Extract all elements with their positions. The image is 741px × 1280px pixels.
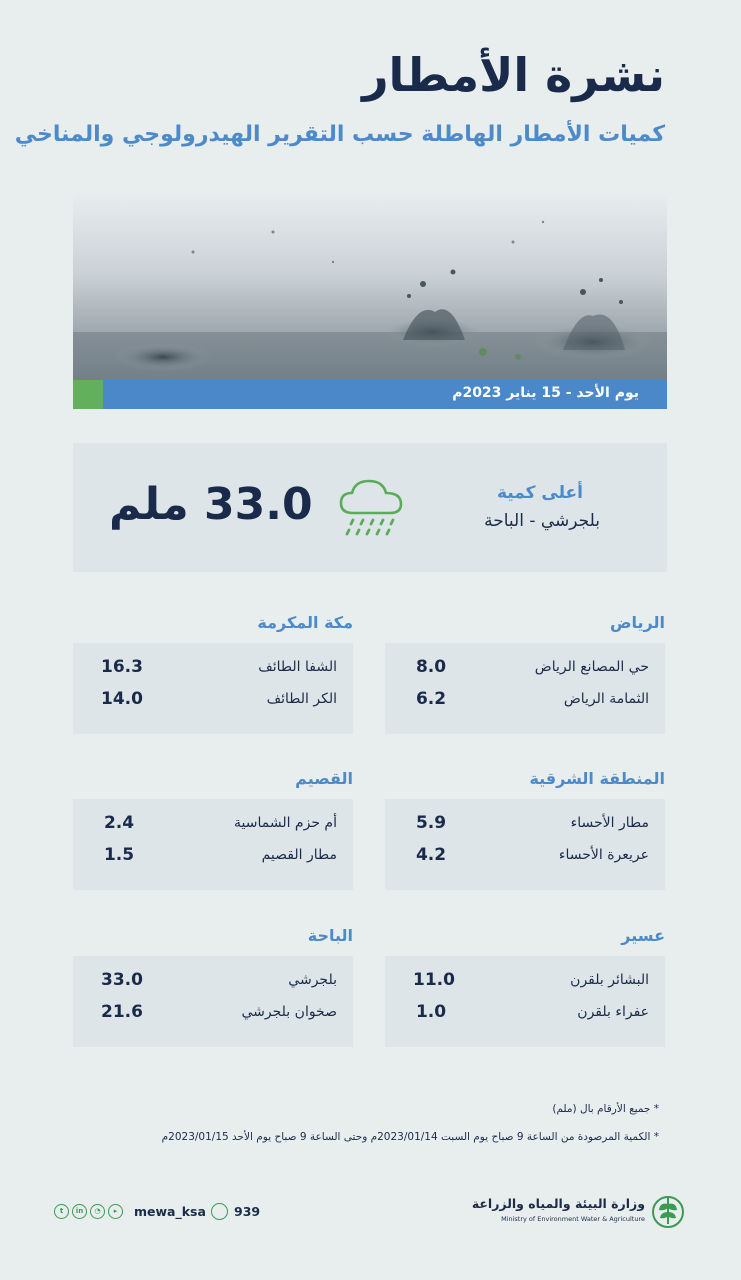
date-bar — [73, 380, 667, 409]
table-row — [73, 970, 353, 996]
note-units: * جميع الأرقام بال (ملم) — [552, 1103, 659, 1115]
station-name: الشفا الطائف — [258, 659, 337, 675]
rain-cloud-icon — [335, 473, 407, 543]
region-table — [73, 799, 353, 890]
bulletin-date: يوم الأحد - 15 يناير 2023م — [452, 385, 639, 401]
table-row — [385, 813, 665, 839]
station-name: مطار القصيم — [261, 847, 337, 863]
rainfall-value: 14.0 — [101, 689, 143, 709]
max-rainfall-station: بلجرشي - الباحة — [484, 511, 600, 531]
rain-photo — [73, 192, 667, 380]
table-row — [385, 657, 665, 683]
rainfall-value: 5.9 — [415, 813, 447, 833]
rainfall-value: 2.4 — [103, 813, 135, 833]
ministry-name-english: Ministry of Environment Water & Agriculture — [501, 1215, 645, 1223]
table-row — [385, 970, 665, 996]
region-table — [385, 643, 665, 734]
table-row — [73, 813, 353, 839]
station-name: عفراء بلقرن — [577, 1004, 649, 1020]
note-period: * الكمية المرصودة من الساعة 9 صباح يوم السبت 2023/01/14م وحتى الساعة 9 صباح يوم الأحد 2023/01/15م — [161, 1131, 659, 1143]
phone-icon — [211, 1203, 228, 1220]
region-table — [385, 799, 665, 890]
rainfall-value: 1.5 — [103, 845, 135, 865]
rainfall-value: 21.6 — [101, 1002, 143, 1022]
table-row — [73, 845, 353, 871]
page-subtitle: كميات الأمطار الهاطلة حسب التقرير الهيدرولوجي والمناخي — [14, 122, 665, 147]
rainfall-value: 1.0 — [415, 1002, 447, 1022]
social-handle: mewa_ksa — [134, 1204, 206, 1219]
youtube-icon[interactable]: ▸ — [108, 1204, 123, 1219]
ministry-logo-icon — [651, 1190, 685, 1230]
station-name: حي المصانع الرياض — [534, 659, 649, 675]
rainfall-value: 4.2 — [415, 845, 447, 865]
station-name: بلجرشي — [288, 972, 337, 988]
ministry-name-arabic: وزارة البيئة والمياه والزراعة — [471, 1196, 645, 1211]
region-table — [73, 643, 353, 734]
phone-number: 939 — [234, 1204, 261, 1219]
max-rainfall-card — [73, 443, 667, 572]
station-name: مطار الأحساء — [570, 815, 649, 831]
hero-banner — [73, 192, 667, 409]
rainfall-value: 6.2 — [415, 689, 447, 709]
rainfall-value: 8.0 — [415, 657, 447, 677]
snapchat-icon[interactable]: ◔ — [90, 1204, 105, 1219]
twitter-icon[interactable]: t — [54, 1204, 69, 1219]
station-name: البشائر بلقرن — [570, 972, 649, 988]
region-name: عسير — [621, 926, 665, 945]
table-row — [73, 657, 353, 683]
rainfall-value: 33.0 — [101, 970, 143, 990]
station-name: عريعرة الأحساء — [558, 847, 649, 863]
station-name: الكر الطائف — [266, 691, 337, 707]
region-name: الباحة — [307, 926, 353, 945]
max-rainfall-value: 33.0 ملم — [109, 479, 313, 530]
page-title: نشرة الأمطار — [362, 48, 665, 102]
table-row — [385, 1002, 665, 1028]
region-table — [73, 956, 353, 1047]
linkedin-icon[interactable]: in — [72, 1204, 87, 1219]
region-name: القصيم — [295, 769, 353, 788]
station-name: صخوان بلجرشي — [241, 1004, 337, 1020]
region-name: المنطقة الشرقية — [529, 769, 665, 788]
table-row — [73, 689, 353, 715]
region-name: مكة المكرمة — [257, 613, 353, 632]
region-name: الرياض — [610, 613, 665, 632]
table-row — [385, 689, 665, 715]
rainfall-value: 11.0 — [413, 970, 455, 990]
table-row — [385, 845, 665, 871]
rainfall-value: 16.3 — [101, 657, 143, 677]
table-row — [73, 1002, 353, 1028]
date-bar-accent — [73, 380, 103, 409]
station-name: الثمامة الرياض — [563, 691, 649, 707]
max-rainfall-label: أعلى كمية — [496, 483, 583, 503]
station-name: أم حزم الشماسية — [234, 815, 337, 831]
region-table — [385, 956, 665, 1047]
